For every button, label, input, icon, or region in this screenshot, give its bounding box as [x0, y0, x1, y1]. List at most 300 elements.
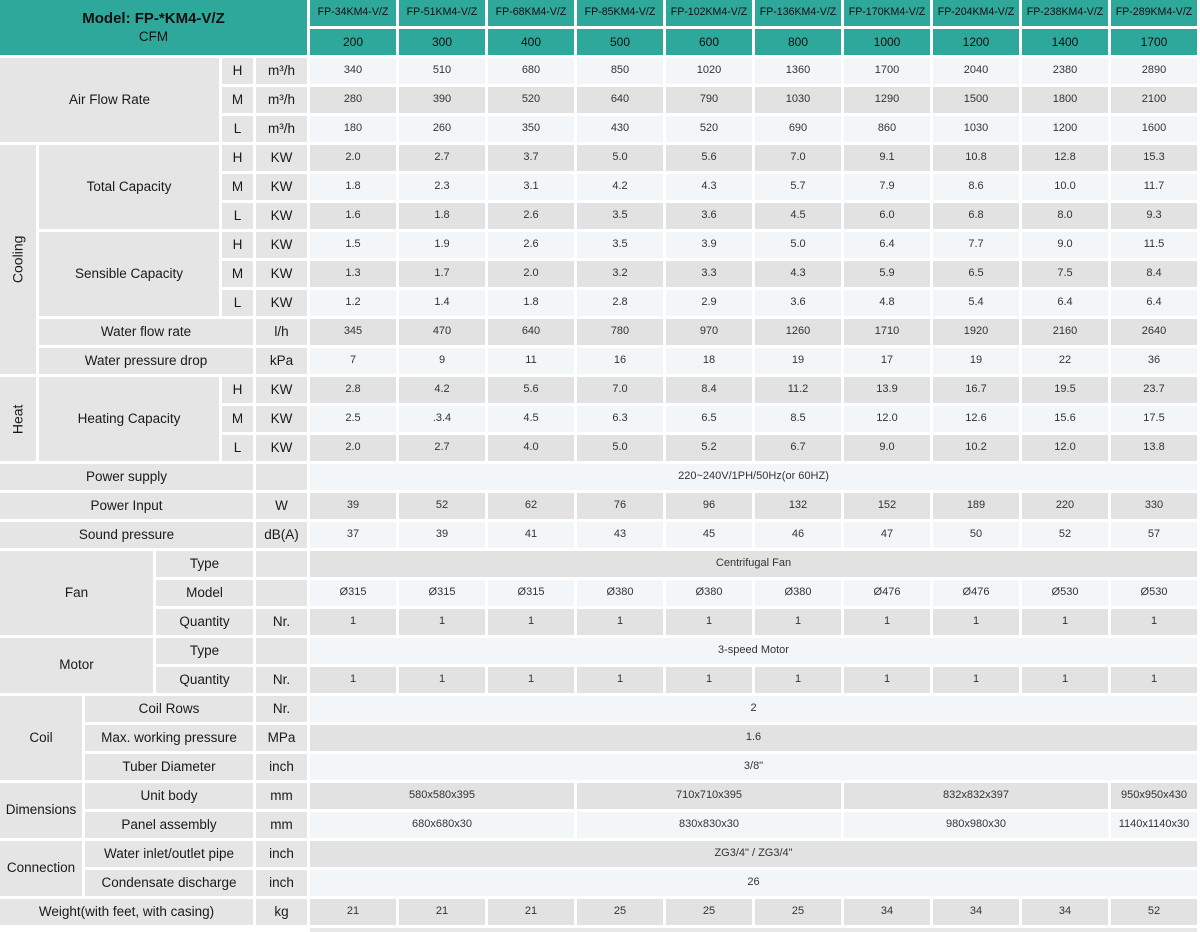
- value-cell: 11.5: [1111, 232, 1197, 258]
- value-cell: 12.0: [844, 406, 930, 432]
- merged-value-220-240v-1ph-50hz-or-60hz: 220~240V/1PH/50Hz(or 60HZ): [310, 464, 1197, 490]
- value-cell: 11.2: [755, 377, 841, 403]
- row-label-water-pressure-drop: Water pressure drop: [39, 348, 253, 374]
- value-cell: 39: [399, 522, 485, 548]
- value-cell: 970: [666, 319, 752, 345]
- row-label-w: W: [256, 493, 307, 519]
- value-cell: 640: [577, 87, 663, 113]
- row-label-unit-body: Unit body: [85, 783, 253, 809]
- value-cell: 2890: [1111, 58, 1197, 84]
- col-header-fp-238km4-v-z: FP-238KM4-V/Z: [1022, 0, 1108, 26]
- cfm-value-500: 500: [577, 29, 663, 55]
- value-cell: 1920: [933, 319, 1019, 345]
- row-label-kw: KW: [256, 261, 307, 287]
- value-cell: 390: [399, 87, 485, 113]
- merged-value-3-8: 3/8": [310, 754, 1197, 780]
- value-cell: 5.6: [666, 145, 752, 171]
- value-cell: 2160: [1022, 319, 1108, 345]
- value-cell: 57: [1111, 522, 1197, 548]
- group-value-830x830x30: 830x830x30: [577, 812, 841, 838]
- value-cell: 1: [666, 609, 752, 635]
- value-cell: 5.6: [488, 377, 574, 403]
- value-cell: 330: [1111, 493, 1197, 519]
- cfm-value-200: 200: [310, 29, 396, 55]
- value-cell: 680: [488, 58, 574, 84]
- row-label-l: L: [222, 203, 253, 229]
- row-label-panel-assembly: Panel assembly: [85, 812, 253, 838]
- cfm-value-400: 400: [488, 29, 574, 55]
- value-cell: 1: [1111, 667, 1197, 693]
- value-cell: Ø476: [933, 580, 1019, 606]
- row-label-kw: KW: [256, 232, 307, 258]
- value-cell: 16.7: [933, 377, 1019, 403]
- value-cell: 1260: [755, 319, 841, 345]
- row-label-h: H: [222, 232, 253, 258]
- section-label-fan: Fan: [0, 551, 153, 635]
- value-cell: 25: [577, 899, 663, 925]
- value-cell: 1710: [844, 319, 930, 345]
- row-label-kw: KW: [256, 203, 307, 229]
- value-cell: 52: [399, 493, 485, 519]
- value-cell: 39: [310, 493, 396, 519]
- value-cell: 132: [755, 493, 841, 519]
- value-cell: 260: [399, 116, 485, 142]
- value-cell: 3.2: [577, 261, 663, 287]
- value-cell: 8.4: [1111, 261, 1197, 287]
- value-cell: Ø380: [666, 580, 752, 606]
- value-cell: 19.5: [1022, 377, 1108, 403]
- row-label-heating-capacity: Heating Capacity: [39, 377, 219, 461]
- value-cell: Ø315: [310, 580, 396, 606]
- value-cell: 860: [844, 116, 930, 142]
- value-cell: 1.8: [488, 290, 574, 316]
- value-cell: 52: [1111, 899, 1197, 925]
- value-cell: 76: [577, 493, 663, 519]
- group-value-832x832x397: 832x832x397: [844, 783, 1108, 809]
- row-label-kg: kg: [256, 899, 307, 925]
- row-label-kw: KW: [256, 290, 307, 316]
- value-cell: 10.0: [1022, 174, 1108, 200]
- value-cell: 2380: [1022, 58, 1108, 84]
- value-cell: 16: [577, 348, 663, 374]
- value-cell: 6.5: [933, 261, 1019, 287]
- value-cell: 1: [755, 667, 841, 693]
- value-cell: 3.1: [488, 174, 574, 200]
- section-label-coil: Coil: [0, 696, 82, 780]
- value-cell: 345: [310, 319, 396, 345]
- row-label-l: L: [222, 435, 253, 461]
- row-label-condensate-discharge: Condensate discharge: [85, 870, 253, 896]
- value-cell: 2040: [933, 58, 1019, 84]
- value-cell: 850: [577, 58, 663, 84]
- value-cell: 1: [488, 667, 574, 693]
- value-cell: 3.9: [666, 232, 752, 258]
- value-cell: Ø380: [577, 580, 663, 606]
- value-cell: 2.0: [310, 145, 396, 171]
- row-label-nr: Nr.: [256, 667, 307, 693]
- value-cell: 1.7: [399, 261, 485, 287]
- value-cell: 280: [310, 87, 396, 113]
- value-cell: 1.9: [399, 232, 485, 258]
- value-cell: 2.0: [488, 261, 574, 287]
- value-cell: 7.7: [933, 232, 1019, 258]
- value-cell: 7.0: [755, 145, 841, 171]
- value-cell: 1: [933, 667, 1019, 693]
- value-cell: 6.8: [933, 203, 1019, 229]
- value-cell: 36: [1111, 348, 1197, 374]
- value-cell: 3.7: [488, 145, 574, 171]
- value-cell: 690: [755, 116, 841, 142]
- cfm-value-1200: 1200: [933, 29, 1019, 55]
- value-cell: 8.6: [933, 174, 1019, 200]
- value-cell: 790: [666, 87, 752, 113]
- value-cell: 34: [933, 899, 1019, 925]
- value-cell: 12.6: [933, 406, 1019, 432]
- value-cell: 350: [488, 116, 574, 142]
- value-cell: Ø380: [755, 580, 841, 606]
- value-cell: 43: [577, 522, 663, 548]
- value-cell: 3.5: [577, 203, 663, 229]
- row-label-kw: KW: [256, 435, 307, 461]
- value-cell: 4.8: [844, 290, 930, 316]
- section-label-heat: Heat: [0, 377, 36, 461]
- value-cell: 1.8: [399, 203, 485, 229]
- value-cell: 2.8: [310, 377, 396, 403]
- value-cell: 640: [488, 319, 574, 345]
- cfm-value-1400: 1400: [1022, 29, 1108, 55]
- unit-cell-empty: [256, 464, 307, 490]
- value-cell: 10.8: [933, 145, 1019, 171]
- value-cell: 13.8: [1111, 435, 1197, 461]
- value-cell: 2.3: [399, 174, 485, 200]
- value-cell: 1: [399, 609, 485, 635]
- unit-cell-empty: [256, 551, 307, 577]
- row-label-nr: Nr.: [256, 696, 307, 722]
- value-cell: 520: [488, 87, 574, 113]
- group-value-580x580x395: 580x580x395: [310, 783, 574, 809]
- value-cell: 4.0: [488, 435, 574, 461]
- value-cell: 1500: [933, 87, 1019, 113]
- value-cell: 23.7: [1111, 377, 1197, 403]
- merged-value-zg3-4-zg3-4: ZG3/4" / ZG3/4": [310, 841, 1197, 867]
- row-label-type: Type: [156, 551, 253, 577]
- value-cell: 1: [399, 667, 485, 693]
- value-cell: 11.7: [1111, 174, 1197, 200]
- row-label-total-capacity: Total Capacity: [39, 145, 219, 229]
- value-cell: 1: [310, 667, 396, 693]
- value-cell: Ø530: [1111, 580, 1197, 606]
- value-cell: 4.2: [577, 174, 663, 200]
- row-label-kpa: kPa: [256, 348, 307, 374]
- value-cell: 5.9: [844, 261, 930, 287]
- merged-value-26: 26: [310, 870, 1197, 896]
- value-cell: 180: [310, 116, 396, 142]
- value-cell: 220: [1022, 493, 1108, 519]
- cfm-value-1700: 1700: [1111, 29, 1197, 55]
- col-header-fp-34km4-v-z: FP-34KM4-V/Z: [310, 0, 396, 26]
- model-title: Model: FP-*KM4-V/Z: [82, 10, 225, 28]
- value-cell: 41: [488, 522, 574, 548]
- value-cell: 47: [844, 522, 930, 548]
- value-cell: 1200: [1022, 116, 1108, 142]
- merged-value-3-speed-motor: 3-speed Motor: [310, 638, 1197, 664]
- value-cell: 520: [666, 116, 752, 142]
- row-label-m-h: m³/h: [256, 87, 307, 113]
- value-cell: 7: [310, 348, 396, 374]
- row-label-power-supply: Power supply: [0, 464, 253, 490]
- value-cell: 4.3: [755, 261, 841, 287]
- value-cell: 3.5: [577, 232, 663, 258]
- value-cell: 34: [844, 899, 930, 925]
- value-cell: 510: [399, 58, 485, 84]
- merged-value-centrifugal-fan: Centrifugal Fan: [310, 551, 1197, 577]
- value-cell: 1020: [666, 58, 752, 84]
- row-label-l: L: [222, 116, 253, 142]
- value-cell: 5.0: [755, 232, 841, 258]
- row-label-inch: inch: [256, 754, 307, 780]
- value-cell: 1: [310, 609, 396, 635]
- value-cell: 4.5: [488, 406, 574, 432]
- value-cell: 2.6: [488, 232, 574, 258]
- value-cell: 3.6: [755, 290, 841, 316]
- value-cell: Ø315: [488, 580, 574, 606]
- cfm-value-300: 300: [399, 29, 485, 55]
- row-label-kw: KW: [256, 377, 307, 403]
- row-label-coil-rows: Coil Rows: [85, 696, 253, 722]
- value-cell: 37: [310, 522, 396, 548]
- value-cell: 6.5: [666, 406, 752, 432]
- value-cell: 6.4: [1111, 290, 1197, 316]
- col-header-fp-102km4-v-z: FP-102KM4-V/Z: [666, 0, 752, 26]
- value-cell: 1700: [844, 58, 930, 84]
- value-cell: 7.5: [1022, 261, 1108, 287]
- value-cell: 1290: [844, 87, 930, 113]
- value-cell: 1: [844, 609, 930, 635]
- value-cell: 13.9: [844, 377, 930, 403]
- value-cell: 1.5: [310, 232, 396, 258]
- value-cell: 1: [844, 667, 930, 693]
- value-cell: 9.3: [1111, 203, 1197, 229]
- value-cell: 1.2: [310, 290, 396, 316]
- row-label-h: H: [222, 377, 253, 403]
- value-cell: 18: [666, 348, 752, 374]
- value-cell: 25: [666, 899, 752, 925]
- col-header-fp-170km4-v-z: FP-170KM4-V/Z: [844, 0, 930, 26]
- row-label-db-a: dB(A): [256, 522, 307, 548]
- col-header-fp-204km4-v-z: FP-204KM4-V/Z: [933, 0, 1019, 26]
- row-label-l: L: [222, 290, 253, 316]
- row-label-inch: inch: [256, 870, 307, 896]
- section-label-cooling: Cooling: [0, 145, 36, 374]
- value-cell: 52: [1022, 522, 1108, 548]
- value-cell: 22: [1022, 348, 1108, 374]
- value-cell: Ø476: [844, 580, 930, 606]
- row-label-weight-with-feet-with-casing: Weight(with feet, with casing): [0, 899, 253, 925]
- value-cell: 152: [844, 493, 930, 519]
- row-label-inch: inch: [256, 841, 307, 867]
- row-label-kw: KW: [256, 145, 307, 171]
- value-cell: 3.3: [666, 261, 752, 287]
- value-cell: 1: [933, 609, 1019, 635]
- value-cell: 6.0: [844, 203, 930, 229]
- value-cell: 2640: [1111, 319, 1197, 345]
- row-label-sound-pressure: Sound pressure: [0, 522, 253, 548]
- row-label-m: M: [222, 174, 253, 200]
- value-cell: 780: [577, 319, 663, 345]
- col-header-fp-51km4-v-z: FP-51KM4-V/Z: [399, 0, 485, 26]
- row-label-h: H: [222, 145, 253, 171]
- col-header-fp-289km4-v-z: FP-289KM4-V/Z: [1111, 0, 1197, 26]
- col-header-fp-85km4-v-z: FP-85KM4-V/Z: [577, 0, 663, 26]
- value-cell: 7.9: [844, 174, 930, 200]
- value-cell: 1.8: [310, 174, 396, 200]
- value-cell: 2.7: [399, 145, 485, 171]
- bottom-row-remnant: [310, 928, 1197, 932]
- value-cell: 15.3: [1111, 145, 1197, 171]
- value-cell: 2.7: [399, 435, 485, 461]
- value-cell: 7.0: [577, 377, 663, 403]
- value-cell: 21: [488, 899, 574, 925]
- value-cell: 12.8: [1022, 145, 1108, 171]
- value-cell: 62: [488, 493, 574, 519]
- value-cell: 1800: [1022, 87, 1108, 113]
- merged-value-1-6: 1.6: [310, 725, 1197, 751]
- value-cell: 340: [310, 58, 396, 84]
- value-cell: 25: [755, 899, 841, 925]
- row-label-max-working-pressure: Max. working pressure: [85, 725, 253, 751]
- row-label-tuber-diameter: Tuber Diameter: [85, 754, 253, 780]
- value-cell: 2.5: [310, 406, 396, 432]
- value-cell: Ø315: [399, 580, 485, 606]
- value-cell: 6.4: [1022, 290, 1108, 316]
- row-label-water-inlet-outlet-pipe: Water inlet/outlet pipe: [85, 841, 253, 867]
- row-label-h: H: [222, 58, 253, 84]
- value-cell: 1030: [933, 116, 1019, 142]
- row-label-quantity: Quantity: [156, 667, 253, 693]
- value-cell: 1.4: [399, 290, 485, 316]
- row-label-quantity: Quantity: [156, 609, 253, 635]
- section-label-dimensions: Dimensions: [0, 783, 82, 838]
- value-cell: 2100: [1111, 87, 1197, 113]
- value-cell: 9.0: [844, 435, 930, 461]
- group-value-680x680x30: 680x680x30: [310, 812, 574, 838]
- value-cell: 9: [399, 348, 485, 374]
- value-cell: 1: [577, 609, 663, 635]
- row-label-water-flow-rate: Water flow rate: [39, 319, 253, 345]
- value-cell: 17: [844, 348, 930, 374]
- col-header-fp-136km4-v-z: FP-136KM4-V/Z: [755, 0, 841, 26]
- row-label-mm: mm: [256, 812, 307, 838]
- value-cell: 470: [399, 319, 485, 345]
- value-cell: 1: [755, 609, 841, 635]
- value-cell: 5.7: [755, 174, 841, 200]
- section-label-motor: Motor: [0, 638, 153, 693]
- value-cell: 8.4: [666, 377, 752, 403]
- value-cell: 1: [577, 667, 663, 693]
- cfm-value-600: 600: [666, 29, 752, 55]
- group-value-950x950x430: 950x950x430: [1111, 783, 1197, 809]
- value-cell: 1030: [755, 87, 841, 113]
- row-label-l-h: l/h: [256, 319, 307, 345]
- value-cell: 4.3: [666, 174, 752, 200]
- cfm-title: CFM: [138, 28, 169, 44]
- row-label-mpa: MPa: [256, 725, 307, 751]
- value-cell: 1: [1111, 609, 1197, 635]
- value-cell: 46: [755, 522, 841, 548]
- value-cell: 2.8: [577, 290, 663, 316]
- value-cell: 5.2: [666, 435, 752, 461]
- table-title-cell: [0, 0, 307, 55]
- value-cell: 6.7: [755, 435, 841, 461]
- row-label-m-h: m³/h: [256, 58, 307, 84]
- value-cell: 4.2: [399, 377, 485, 403]
- row-label-type: Type: [156, 638, 253, 664]
- value-cell: 50: [933, 522, 1019, 548]
- value-cell: 2.0: [310, 435, 396, 461]
- value-cell: 45: [666, 522, 752, 548]
- row-label-kw: KW: [256, 406, 307, 432]
- value-cell: 5.0: [577, 435, 663, 461]
- cfm-value-800: 800: [755, 29, 841, 55]
- value-cell: 5.0: [577, 145, 663, 171]
- row-label-sensible-capacity: Sensible Capacity: [39, 232, 219, 316]
- value-cell: 1.6: [310, 203, 396, 229]
- merged-value-2: 2: [310, 696, 1197, 722]
- value-cell: .3.4: [399, 406, 485, 432]
- row-label-m-h: m³/h: [256, 116, 307, 142]
- value-cell: 8.5: [755, 406, 841, 432]
- row-label-mm: mm: [256, 783, 307, 809]
- value-cell: 21: [399, 899, 485, 925]
- value-cell: 1: [1022, 609, 1108, 635]
- value-cell: Ø530: [1022, 580, 1108, 606]
- value-cell: 34: [1022, 899, 1108, 925]
- row-label-m: M: [222, 406, 253, 432]
- group-value-1140x1140x30: 1140x1140x30: [1111, 812, 1197, 838]
- value-cell: 1: [488, 609, 574, 635]
- unit-cell-empty: [256, 580, 307, 606]
- value-cell: 1360: [755, 58, 841, 84]
- value-cell: 8.0: [1022, 203, 1108, 229]
- value-cell: 1600: [1111, 116, 1197, 142]
- group-value-710x710x395: 710x710x395: [577, 783, 841, 809]
- value-cell: 15.6: [1022, 406, 1108, 432]
- value-cell: 19: [933, 348, 1019, 374]
- section-label-connection: Connection: [0, 841, 82, 896]
- group-value-980x980x30: 980x980x30: [844, 812, 1108, 838]
- value-cell: 19: [755, 348, 841, 374]
- value-cell: 17.5: [1111, 406, 1197, 432]
- value-cell: 9.1: [844, 145, 930, 171]
- row-label-nr: Nr.: [256, 609, 307, 635]
- value-cell: 430: [577, 116, 663, 142]
- value-cell: 5.4: [933, 290, 1019, 316]
- value-cell: 2.6: [488, 203, 574, 229]
- row-label-air-flow-rate: Air Flow Rate: [0, 58, 219, 142]
- cfm-value-1000: 1000: [844, 29, 930, 55]
- row-label-power-input: Power Input: [0, 493, 253, 519]
- row-label-kw: KW: [256, 174, 307, 200]
- value-cell: 1: [666, 667, 752, 693]
- value-cell: 6.4: [844, 232, 930, 258]
- value-cell: 11: [488, 348, 574, 374]
- value-cell: 4.5: [755, 203, 841, 229]
- value-cell: 96: [666, 493, 752, 519]
- col-header-fp-68km4-v-z: FP-68KM4-V/Z: [488, 0, 574, 26]
- value-cell: 189: [933, 493, 1019, 519]
- value-cell: 1: [1022, 667, 1108, 693]
- unit-cell-empty: [256, 638, 307, 664]
